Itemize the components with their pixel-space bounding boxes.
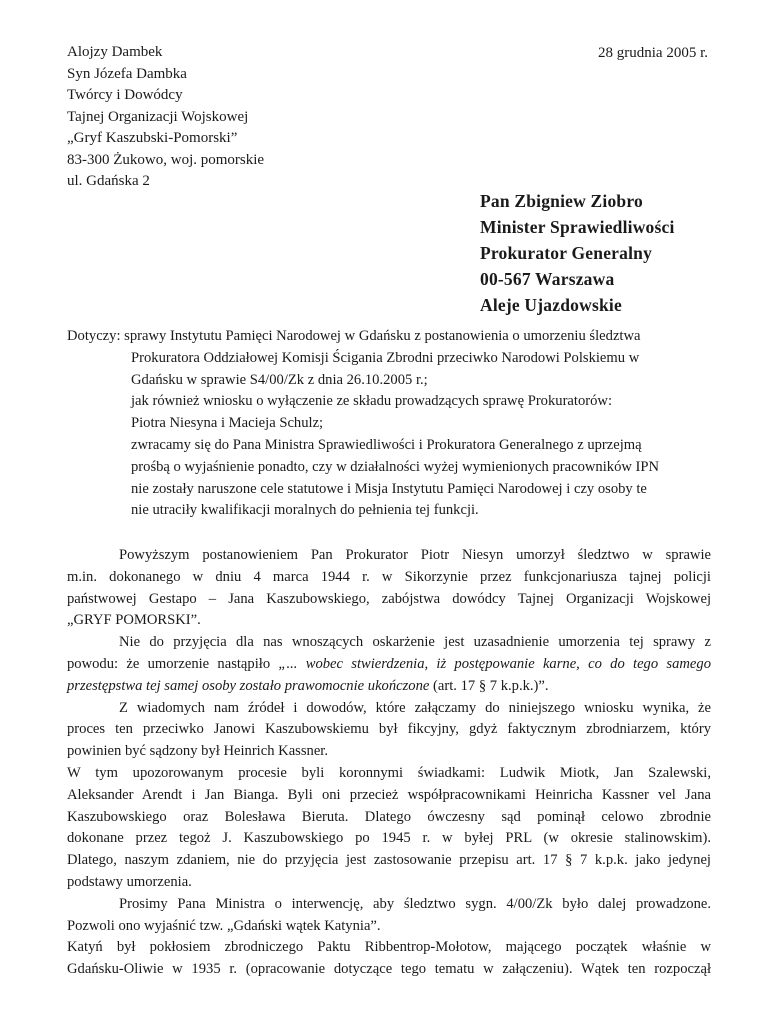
subject-block (67, 326, 727, 522)
body-line: W tym upozorowanym procesie byli koronnymi świadkami: Ludwik Miotk, Jan Szalewski, (67, 764, 711, 781)
body-line: Powyższym postanowieniem Pan Prokurator Piotr Niesyn umorzył śledztwo w sprawie (119, 547, 711, 563)
body-text: powodu: że umorzenie nastąpiło (67, 655, 279, 672)
subject-line: nie utraciły kwalifikacji moralnych do pełnienia tej funkcji. (131, 502, 479, 519)
body-line: m.in. dokonanego w dniu 4 marca 1944 r. w Sikorzynie przez funkcjonariusza tajnej policji (67, 568, 711, 585)
subject-text: sprawy Instytutu Pamięci Narodowej w Gdańsku z postanowienia o umorzeniu śledztwa (124, 328, 641, 344)
subject-label: Dotyczy: (67, 328, 121, 344)
recipient-line: Minister Sprawiedliwości (480, 217, 675, 237)
sender-line: Twórcy i Dowódcy (67, 87, 183, 103)
body-line (67, 654, 711, 676)
subject-first-line (67, 326, 727, 348)
body-line: Katyń był pokłosiem zbrodniczego Paktu Ribbentrop-Mołotow, mającego początek właśnie w (67, 939, 711, 956)
body-line: Kaszubowskiego oraz Bolesława Bieruta. Dlatego ówczesny sąd pominął celowo zbrodnie (67, 808, 711, 825)
sender-line: „Gryf Kaszubski-Pomorski” (67, 130, 238, 146)
body-line: Pozwoli ono wyjaśnić tzw. „Gdański wątek Katynia”. (67, 917, 381, 934)
body-line: „GRYF POMORSKI”. (67, 612, 201, 629)
body-line (67, 676, 711, 698)
subject-line: jak również wniosku o wyłączenie ze składu prowadzących sprawę Prokuratorów: (131, 393, 613, 410)
quoted-text: przestępstwa tej samej osoby zostało prawomocnie ukończone (67, 677, 430, 694)
body-line: powinien być sądzony był Heinrich Kassner. (67, 743, 329, 760)
recipient-line: 00-567 Warszawa (480, 269, 615, 289)
recipient-line: Pan Zbigniew Ziobro (480, 191, 643, 211)
sender-line: Syn Józefa Dambka (67, 65, 187, 82)
body-line: Dlatego, naszym zdaniem, nie do przyjęcia jest zastosowanie przepisu art. 17 § 7 k.p.k. jako jedynej (67, 852, 711, 869)
body-line: Aleksander Arendt i Jan Bianga. Byli oni przecież współpracownikami Heinricha Kassner vel Jana (67, 786, 711, 803)
body-line: Z wiadomych nam źródeł i dowodów, które załączamy do niniejszego wniosku wynika, że (119, 699, 711, 716)
quoted-text: „... wobec stwierdzenia, iż postępowanie karne, co do tego samego (278, 655, 711, 672)
sender-line: ul. Gdańska 2 (67, 173, 150, 189)
letter-body (67, 545, 711, 981)
body-line: proces ten przeciwko Janowi Kaszubowskiemu był fikcyjny, gdyż faktycznym zbrodniarzem, który (67, 721, 711, 738)
recipient-line: Aleje Ujazdowskie (480, 295, 622, 315)
sender-line: Tajnej Organizacji Wojskowej (67, 108, 249, 125)
sender-address-block (67, 42, 264, 193)
body-line: Nie do przyjęcia dla nas wnoszących oskarżenie jest uzasadnienie umorzenia tej sprawy z (119, 634, 711, 651)
body-line: państwowej Gestapo – Jana Kaszubowskiego, zabójstwa dowódcy Tajnej Organizacji Wojskowej (67, 590, 711, 607)
body-line: dokonane przez tegoż J. Kaszubowskiego po 1945 r. w byłej PRL (w okresie stalinowskim). (67, 830, 711, 847)
sender-line: Alojzy Dambek (67, 44, 163, 60)
body-line: podstawy umorzenia. (67, 873, 192, 890)
body-line: Prosimy Pana Ministra o interwencję, aby śledztwo sygn. 4/00/Zk było dalej prowadzone. (119, 895, 711, 912)
recipient-address-block (480, 188, 675, 318)
body-text: (art. 17 § 7 k.p.k.)”. (429, 677, 549, 694)
body-line: Gdańsku-Oliwie w 1935 r. (opracowanie dotyczące tego tematu w załączeniu). Wątek ten rozpoczął (67, 961, 711, 978)
subject-line: nie zostały naruszone cele statutowe i Misja Instytutu Pamięci Narodowej i czy osoby te (131, 480, 647, 497)
subject-line: Gdańsku w sprawie S4/00/Zk z dnia 26.10.2005 r.; (131, 371, 428, 388)
subject-line: prośbą o wyjaśnienie ponadto, czy w działalności wyżej wymienionych pracowników IPN (131, 458, 660, 475)
recipient-line: Prokurator Generalny (480, 243, 653, 263)
subject-line: zwracamy się do Pana Ministra Sprawiedliwości i Prokuratora Generalnego z uprzejmą (131, 436, 642, 453)
sender-line: 83-300 Żukowo, woj. pomorskie (67, 151, 265, 168)
subject-line: Prokuratora Oddziałowej Komisji Ścigania Zbrodni przeciwko Narodowi Polskiemu w (131, 349, 640, 366)
subject-line: Piotra Niesyna i Macieja Schulz; (131, 415, 324, 432)
letter-date: 28 grudnia 2005 r. (598, 45, 708, 61)
